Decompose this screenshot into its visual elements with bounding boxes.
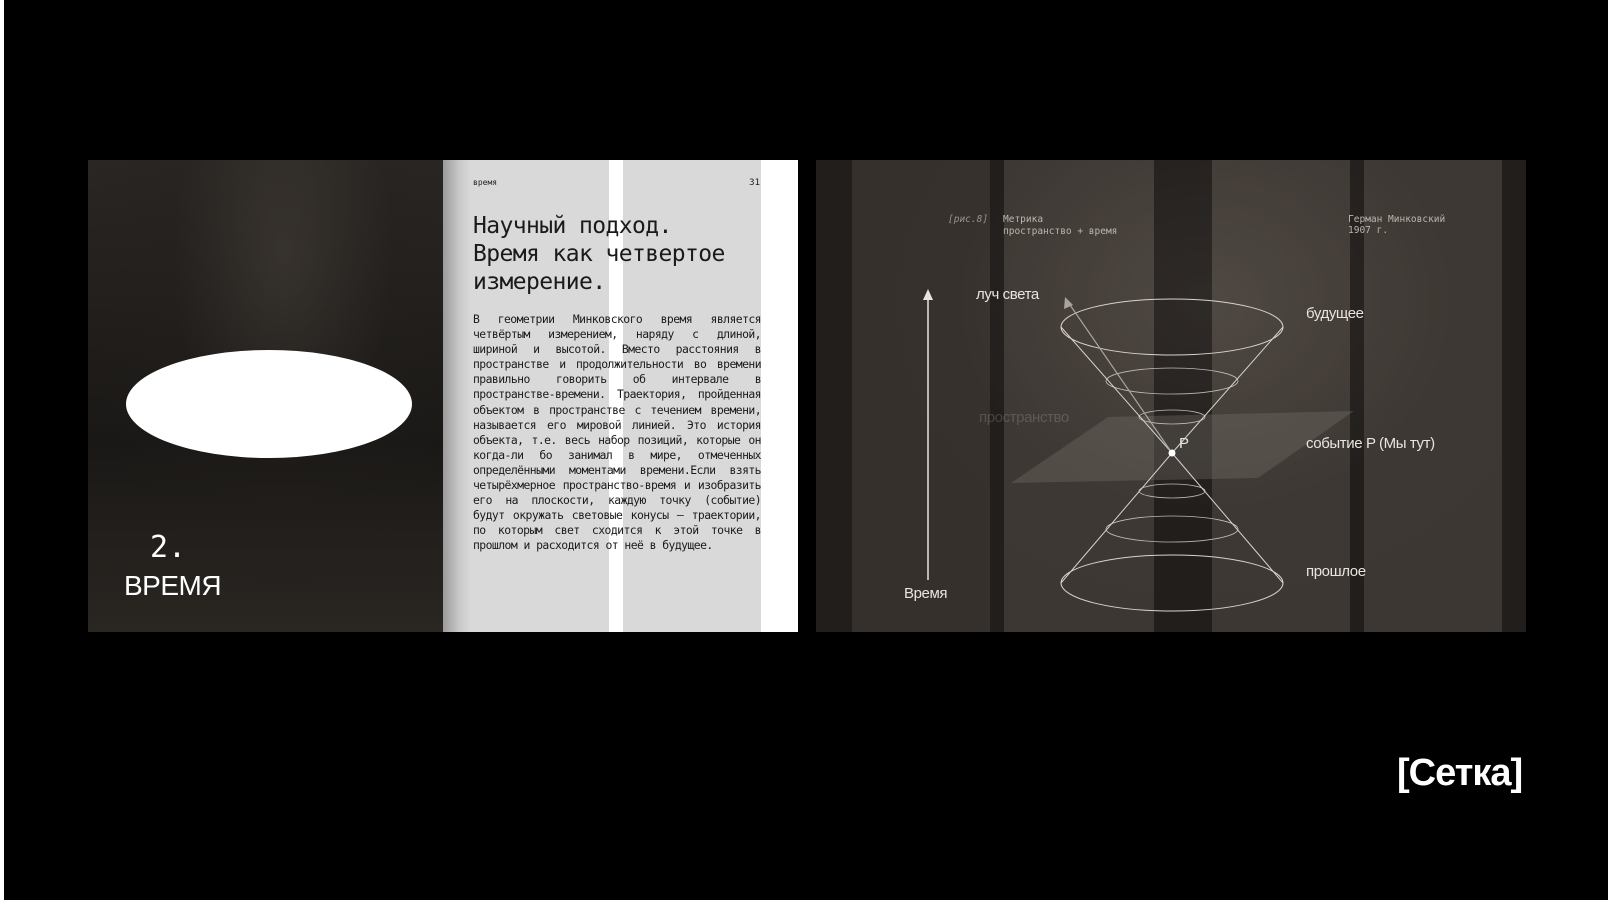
chapter-opener-page [88, 160, 443, 632]
light-ray-label: луч света [976, 286, 1039, 303]
space-label: пространство [979, 409, 1069, 426]
light-cone-diagram [816, 160, 1526, 632]
chapter-number: 2. [150, 530, 187, 565]
figure-number: [рис.8] [948, 214, 989, 225]
running-head: время [473, 178, 498, 187]
diagram-page [816, 160, 1526, 632]
author-name: Герман Минковский [1348, 214, 1446, 225]
figure-title-line: Метрика [1003, 214, 1044, 225]
future-cone-rim [1061, 299, 1283, 355]
past-cone-ring [1106, 516, 1238, 542]
brand-logo: [Сетка] [1397, 752, 1523, 794]
book-spread [88, 160, 798, 632]
figure-title-line: пространство + время [1003, 226, 1118, 237]
point-label: P [1179, 435, 1189, 452]
page-gutter-shadow [443, 160, 471, 632]
event-point [1169, 450, 1176, 457]
frame-edge [0, 0, 4, 908]
body-paragraph: В геометрии Минковского время является четвёртым измерением, наряду с длиной, шириной и высотой. Вместо расстояния в пространстве и продолжительности во времени правильно говорить об интервале в пространстве-времени. Траектория, пройденная объектом в пространстве с течением времени, называется его мировой линией. Это история объекта, т.е. весь набор позиций, которые он когда-ли бо занимал в мире, отмеченных определёнными моментами времени.Если взять четырёхмерное пространство-время и изобразить его на плоскости, каждую точку (событие) будут окружать световые конусы — траектории, по которым свет сходится к этой точке в прошлом и расходится от неё в будущее. [473, 312, 761, 553]
page-heading: Научный подход. Время как четвертое измерение. [473, 213, 725, 295]
text-page [443, 160, 798, 632]
time-label: Время [904, 585, 948, 602]
arrow-up-icon [923, 289, 933, 300]
past-cone-ring [1139, 484, 1205, 498]
past-cone-rim [1061, 555, 1283, 611]
presentation-slide [4, 0, 1604, 900]
page-number: 31 [749, 178, 760, 188]
white-oval-shape [126, 350, 412, 458]
frame-edge [0, 900, 1608, 908]
author-year: 1907 г. [1348, 225, 1389, 236]
future-label: будущее [1306, 305, 1364, 322]
past-label: прошлое [1306, 563, 1366, 580]
event-label: событие P (Мы тут) [1306, 435, 1435, 452]
chapter-title: ВРЕМЯ [124, 570, 222, 601]
future-cone-ring [1106, 368, 1238, 394]
